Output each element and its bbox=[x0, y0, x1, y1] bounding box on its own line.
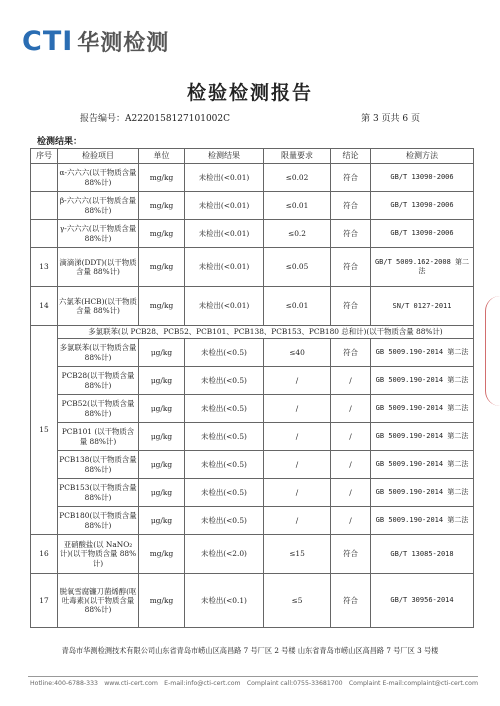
row-limit: / bbox=[264, 367, 331, 395]
row-method: SN/T 0127-2011 bbox=[371, 287, 474, 326]
row-unit: μg/kg bbox=[139, 339, 185, 367]
row-method: GB/T 13085-2018 bbox=[371, 535, 474, 574]
company-logo bbox=[22, 26, 169, 57]
group-header: 多氯联苯(以 PCB28、PCB52、PCB101、PCB138、PCB153、PCB180 总和计)(以干物质含量 88%计) bbox=[58, 326, 474, 339]
row-no bbox=[31, 192, 58, 220]
row-unit: mg/kg bbox=[139, 574, 185, 628]
row-result: 未检出(<0.5) bbox=[185, 339, 264, 367]
row-conclusion: 符合 bbox=[331, 535, 371, 574]
row-item: PCB52(以干物质含量 88%计) bbox=[58, 395, 139, 423]
table-row bbox=[31, 423, 474, 451]
row-result: 未检出(<0.01) bbox=[185, 248, 264, 287]
header-result: 检测结果 bbox=[185, 149, 264, 164]
row-method: GB/T 30956-2014 bbox=[371, 574, 474, 628]
footer-complaint-call: Complaint call:0755-33681700 bbox=[246, 680, 343, 687]
row-item: γ-六六六(以干物质含量 88%计) bbox=[58, 220, 139, 248]
row-limit: ≤0.02 bbox=[264, 164, 331, 192]
row-limit: / bbox=[264, 479, 331, 507]
row-method: GB/T 13090-2006 bbox=[371, 164, 474, 192]
row-limit: ≤0.01 bbox=[264, 192, 331, 220]
row-unit: μg/kg bbox=[139, 479, 185, 507]
row-method: GB 5009.190-2014 第二法 bbox=[371, 451, 474, 479]
row-method: GB 5009.190-2014 第二法 bbox=[371, 479, 474, 507]
row-no: 16 bbox=[31, 535, 58, 574]
row-unit: μg/kg bbox=[139, 367, 185, 395]
row-item: PCB28(以干物质含量 88%计) bbox=[58, 367, 139, 395]
row-conclusion: 符合 bbox=[331, 574, 371, 628]
table-row bbox=[31, 451, 474, 479]
row-unit: mg/kg bbox=[139, 164, 185, 192]
row-unit: mg/kg bbox=[139, 248, 185, 287]
row-unit: mg/kg bbox=[139, 535, 185, 574]
row-limit: / bbox=[264, 395, 331, 423]
row-method: GB/T 13090-2006 bbox=[371, 192, 474, 220]
row-conclusion: 符合 bbox=[331, 339, 371, 367]
row-limit: ≤0.05 bbox=[264, 248, 331, 287]
row-item: PCB138(以干物质含量 88%计) bbox=[58, 451, 139, 479]
row-result: 未检出(<0.01) bbox=[185, 220, 264, 248]
footer-website: www.cti-cert.com bbox=[104, 680, 158, 687]
row-method: GB 5009.190-2014 第二法 bbox=[371, 507, 474, 535]
header-unit: 单位 bbox=[139, 149, 185, 164]
row-unit: μg/kg bbox=[139, 451, 185, 479]
seal-stamp-edge bbox=[485, 296, 500, 406]
footer-address: 青岛市华测检测技术有限公司山东省青岛市崂山区高昌路 7 号厂区 2 号楼 山东省青岛市崂山区高昌路 7 号厂区 3 号楼 bbox=[61, 646, 439, 655]
row-limit: / bbox=[264, 423, 331, 451]
row-method: GB 5009.190-2014 第二法 bbox=[371, 367, 474, 395]
header-no: 序号 bbox=[31, 149, 58, 164]
header-item: 检验项目 bbox=[58, 149, 139, 164]
header-limit: 限量要求 bbox=[264, 149, 331, 164]
row-method: GB 5009.190-2014 第二法 bbox=[371, 339, 474, 367]
row-result: 未检出(<0.5) bbox=[185, 451, 264, 479]
row-unit: μg/kg bbox=[139, 395, 185, 423]
row-item: α-六六六(以干物质含量 88%计) bbox=[58, 164, 139, 192]
table-row bbox=[31, 535, 474, 574]
row-item: 多氯联苯(以干物质含量 88%计) bbox=[58, 339, 139, 367]
table-group-header-row bbox=[31, 326, 474, 339]
row-conclusion: / bbox=[331, 395, 371, 423]
logo-latin-text: CTI bbox=[22, 26, 74, 57]
row-conclusion: / bbox=[331, 367, 371, 395]
row-conclusion: 符合 bbox=[331, 164, 371, 192]
row-limit: ≤0.2 bbox=[264, 220, 331, 248]
header-method: 检测方法 bbox=[371, 149, 474, 164]
page-number: 第 3 页共 6 页 bbox=[361, 114, 420, 124]
row-result: 未检出(<0.5) bbox=[185, 367, 264, 395]
row-limit: ≤40 bbox=[264, 339, 331, 367]
footer-divider bbox=[28, 676, 478, 677]
row-result: 未检出(<0.1) bbox=[185, 574, 264, 628]
table-row bbox=[31, 248, 474, 287]
table-row bbox=[31, 220, 474, 248]
row-result: 未检出(<0.01) bbox=[185, 192, 264, 220]
row-limit: / bbox=[264, 451, 331, 479]
table-row bbox=[31, 395, 474, 423]
row-limit: ≤15 bbox=[264, 535, 331, 574]
row-item: 六氯苯(HCB)(以干物质含量 88%计) bbox=[58, 287, 139, 326]
results-table bbox=[30, 148, 474, 628]
row-limit: / bbox=[264, 507, 331, 535]
row-method: GB 5009.190-2014 第二法 bbox=[371, 395, 474, 423]
footer-hotline: Hotline:400-6788-333 bbox=[30, 680, 98, 687]
row-conclusion: / bbox=[331, 479, 371, 507]
row-result: 未检出(<0.5) bbox=[185, 507, 264, 535]
row-conclusion: 符合 bbox=[331, 287, 371, 326]
logo-chinese-text: 华测检测 bbox=[77, 31, 170, 56]
row-item: PCB101 (以干物质含量 88%计) bbox=[58, 423, 139, 451]
row-method: GB/T 13090-2006 bbox=[371, 220, 474, 248]
row-no bbox=[31, 164, 58, 192]
row-unit: μg/kg bbox=[139, 423, 185, 451]
row-conclusion: / bbox=[331, 423, 371, 451]
table-row bbox=[31, 339, 474, 367]
row-item: PCB153(以干物质含量 88%计) bbox=[58, 479, 139, 507]
report-title: 检验检测报告 bbox=[186, 82, 313, 104]
table-row bbox=[31, 164, 474, 192]
row-result: 未检出(<0.5) bbox=[185, 395, 264, 423]
row-unit: mg/kg bbox=[139, 220, 185, 248]
row-no: 14 bbox=[31, 287, 58, 326]
row-no: 17 bbox=[31, 574, 58, 628]
row-conclusion: 符合 bbox=[331, 248, 371, 287]
footer-complaint-email: Complaint E-mail:complaint@cti-cert.com bbox=[348, 680, 478, 687]
row-no: 13 bbox=[31, 248, 58, 287]
row-unit: μg/kg bbox=[139, 507, 185, 535]
row-conclusion: 符合 bbox=[331, 192, 371, 220]
footer-contact bbox=[30, 680, 478, 687]
row-item: 亚硝酸盐(以 NaNO₂计)(以干物质含量 88%计) bbox=[58, 535, 139, 574]
row-method: GB/T 5009.162-2008 第二法 bbox=[371, 248, 474, 287]
row-no bbox=[31, 220, 58, 248]
row-method: GB 5009.190-2014 第二法 bbox=[371, 423, 474, 451]
row-result: 未检出(<0.01) bbox=[185, 164, 264, 192]
table-row bbox=[31, 192, 474, 220]
header-conclusion: 结论 bbox=[331, 149, 371, 164]
row-limit: ≤0.01 bbox=[264, 287, 331, 326]
row-item: 滴滴涕(DDT)(以干物质含量 88%计) bbox=[58, 248, 139, 287]
row-result: 未检出(<2.0) bbox=[185, 535, 264, 574]
row-conclusion: 符合 bbox=[331, 220, 371, 248]
row-conclusion: / bbox=[331, 451, 371, 479]
row-result: 未检出(<0.5) bbox=[185, 423, 264, 451]
row-unit: mg/kg bbox=[139, 192, 185, 220]
table-row bbox=[31, 574, 474, 628]
row-result: 未检出(<0.5) bbox=[185, 479, 264, 507]
row-limit: ≤5 bbox=[264, 574, 331, 628]
table-row bbox=[31, 367, 474, 395]
row-item: β-六六六(以干物质含量 88%计) bbox=[58, 192, 139, 220]
table-header-row bbox=[31, 149, 474, 164]
table-row bbox=[31, 287, 474, 326]
row-item: 脱氧雪腐镰刀菌烯醇(呕吐毒素)(以干物质含量 88%计) bbox=[58, 574, 139, 628]
row-item: PCB180(以干物质含量 88%计) bbox=[58, 507, 139, 535]
section-label: 检测结果： bbox=[37, 137, 83, 147]
table-row bbox=[31, 479, 474, 507]
row-unit: mg/kg bbox=[139, 287, 185, 326]
table-row bbox=[31, 507, 474, 535]
row-conclusion: / bbox=[331, 507, 371, 535]
report-number: 报告编号：A2220158127101002C bbox=[80, 114, 231, 124]
row-result: 未检出(<0.01) bbox=[185, 287, 264, 326]
footer-email: E-mail:info@cti-cert.com bbox=[164, 680, 241, 687]
group-no: 15 bbox=[31, 326, 58, 535]
